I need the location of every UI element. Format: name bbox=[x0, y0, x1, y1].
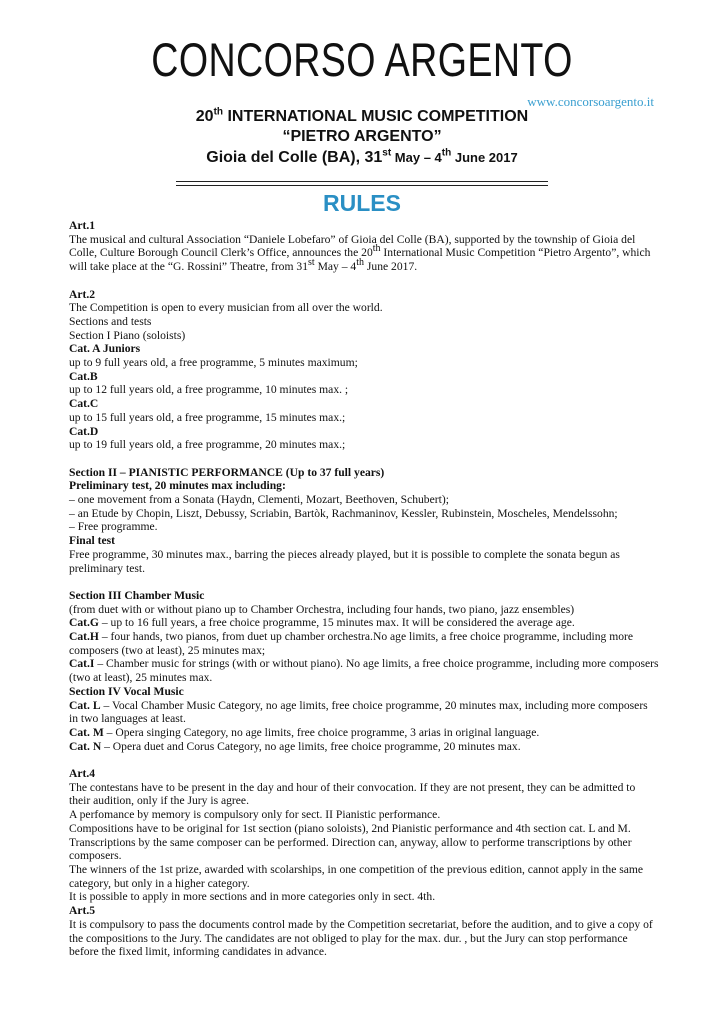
cat-g-text: Cat.G – up to 16 full years, a free choice programme, 15 minutes max. It will be considered the average age. bbox=[69, 616, 575, 630]
preliminary-item-3: – Free programme. bbox=[69, 520, 158, 534]
art4-p6: It is possible to apply in more sections and in more categories only in sect. 4th. bbox=[69, 890, 436, 904]
preliminary-item-1: – one movement from a Sonata (Haydn, Clementi, Mozart, Beethoven, Schubert); bbox=[69, 493, 449, 507]
website-link[interactable]: www.concorsoargento.it bbox=[527, 94, 654, 109]
edition-heading: 20th INTERNATIONAL MUSIC COMPETITION bbox=[195, 106, 529, 125]
section2-heading: Section II – PIANISTIC PERFORMANCE (Up to 37 full years) bbox=[69, 465, 385, 479]
art4-p4: Transcriptions by the same composer can be performed. Direction can, anyway, allow to performe transcriptions by other composers. bbox=[69, 835, 632, 863]
rules-body bbox=[69, 219, 659, 959]
art2-line2: Sections and tests bbox=[69, 314, 152, 328]
cat-n-text: Cat. N – Opera duet and Corus Category, no age limits, free choice programme, 20 minutes max. bbox=[69, 739, 521, 753]
art4-p3: Compositions have to be original for 1st section (piano soloists), 2nd Pianistic performance and 4th section cat. L and M. bbox=[69, 821, 631, 835]
venue-date-heading: Gioia del Colle (BA), 31st May – 4th June 2017 bbox=[206, 147, 518, 166]
art4-p5: The winners of the 1st prize, awarded with scolarships, in one competition of the previous edition, cannot apply in the same category, but only in a higher category. bbox=[69, 862, 644, 890]
art5-heading: Art.5 bbox=[69, 904, 96, 918]
cat-m-text: Cat. M – Opera singing Category, no age limits, free choice programme, 3 arias in original language. bbox=[69, 725, 540, 739]
cat-b-text: up to 12 full years old, a free programme, 10 minutes max. ; bbox=[69, 383, 349, 397]
header-divider-top bbox=[176, 181, 548, 182]
cat-b-heading: Cat.B bbox=[69, 369, 98, 383]
rules-title: RULES bbox=[323, 190, 401, 216]
art1-heading: Art.1 bbox=[69, 219, 96, 232]
competition-name-heading: “PIETRO ARGENTO” bbox=[282, 128, 442, 145]
header-divider-bottom bbox=[176, 185, 548, 186]
preliminary-test-heading: Preliminary test, 20 minutes max including: bbox=[69, 479, 286, 493]
cat-d-text: up to 19 full years old, a free programme, 20 minutes max.; bbox=[69, 438, 346, 452]
art2-line3: Section I Piano (soloists) bbox=[69, 328, 186, 342]
cat-c-heading: Cat.C bbox=[69, 397, 99, 411]
section3-intro: (from duet with or without piano up to Chamber Orchestra, including four hands, two piano, jazz ensembles) bbox=[69, 602, 575, 616]
cat-i-text: Cat.I – Chamber music for strings (with or without piano). No age limits, a free choice programme, including more composers (two at least), 25 minutes max. bbox=[69, 657, 659, 685]
preliminary-item-2: – an Etude by Chopin, Liszt, Debussy, Scriabin, Bartòk, Rachmaninov, Kessler, Rubinstein, Moscheles, Mendelssohn; bbox=[69, 506, 618, 520]
final-test-heading: Final test bbox=[69, 534, 116, 548]
cat-a-heading: Cat. A Juniors bbox=[69, 342, 141, 356]
cat-a-text: up to 9 full years old, a free programme, 5 minutes maximum; bbox=[69, 356, 358, 370]
cat-l-text: Cat. L – Vocal Chamber Music Category, no age limits, free choice programme, 20 minutes max, including more composers in two languages at least. bbox=[69, 698, 648, 726]
art4-p2: A perfomance by memory is compulsory only for sect. II Pianistic performance. bbox=[69, 808, 441, 822]
section4-heading: Section IV Vocal Music bbox=[69, 684, 184, 698]
final-test-text: Free programme, 30 minutes max., barring the pieces already played, but it is possible to complete the sonata begun as preliminary test. bbox=[69, 547, 620, 575]
art4-p1: The contestans have to be present in the day and hour of their convocation. If they are not present, they can be admitted to their audition, only if the Jury is agree. bbox=[69, 780, 636, 808]
cat-d-heading: Cat.D bbox=[69, 424, 99, 438]
art2-heading: Art.2 bbox=[69, 287, 96, 301]
art1-text: The musical and cultural Association “Daniele Lobefaro” of Gioia del Colle (BA), supported by the township of Gioia del Colle, Culture Borough Council Clerk’s Office, announces the 20th International Music Competition “Pietro Argento”, which will take place at the “G. Rossini” Theatre, from 31st May – 4th June 2017. bbox=[69, 232, 651, 274]
art5-p1: It is compulsory to pass the documents control made by the Competition secretariat, before the audition, and to give a copy of the compositions to the Jury. The candidates are not obliged to play for the max. dur. , but the Jury can stop performance before the fixed limit, informing candidates in advance. bbox=[69, 917, 653, 959]
cat-h-text: Cat.H – four hands, two pianos, from duet up chamber orchestra.No age limits, a free choice programme, including more composers (two at least), 25 minutes max; bbox=[69, 630, 634, 657]
art4-heading: Art.4 bbox=[69, 767, 96, 781]
art2-line1: The Competition is open to every musician from all over the world. bbox=[69, 301, 383, 315]
cat-c-text: up to 15 full years old, a free programme, 15 minutes max.; bbox=[69, 410, 346, 424]
competition-logo-title: CONCORSO ARGENTO bbox=[151, 33, 573, 86]
section3-heading: Section III Chamber Music bbox=[69, 588, 205, 602]
